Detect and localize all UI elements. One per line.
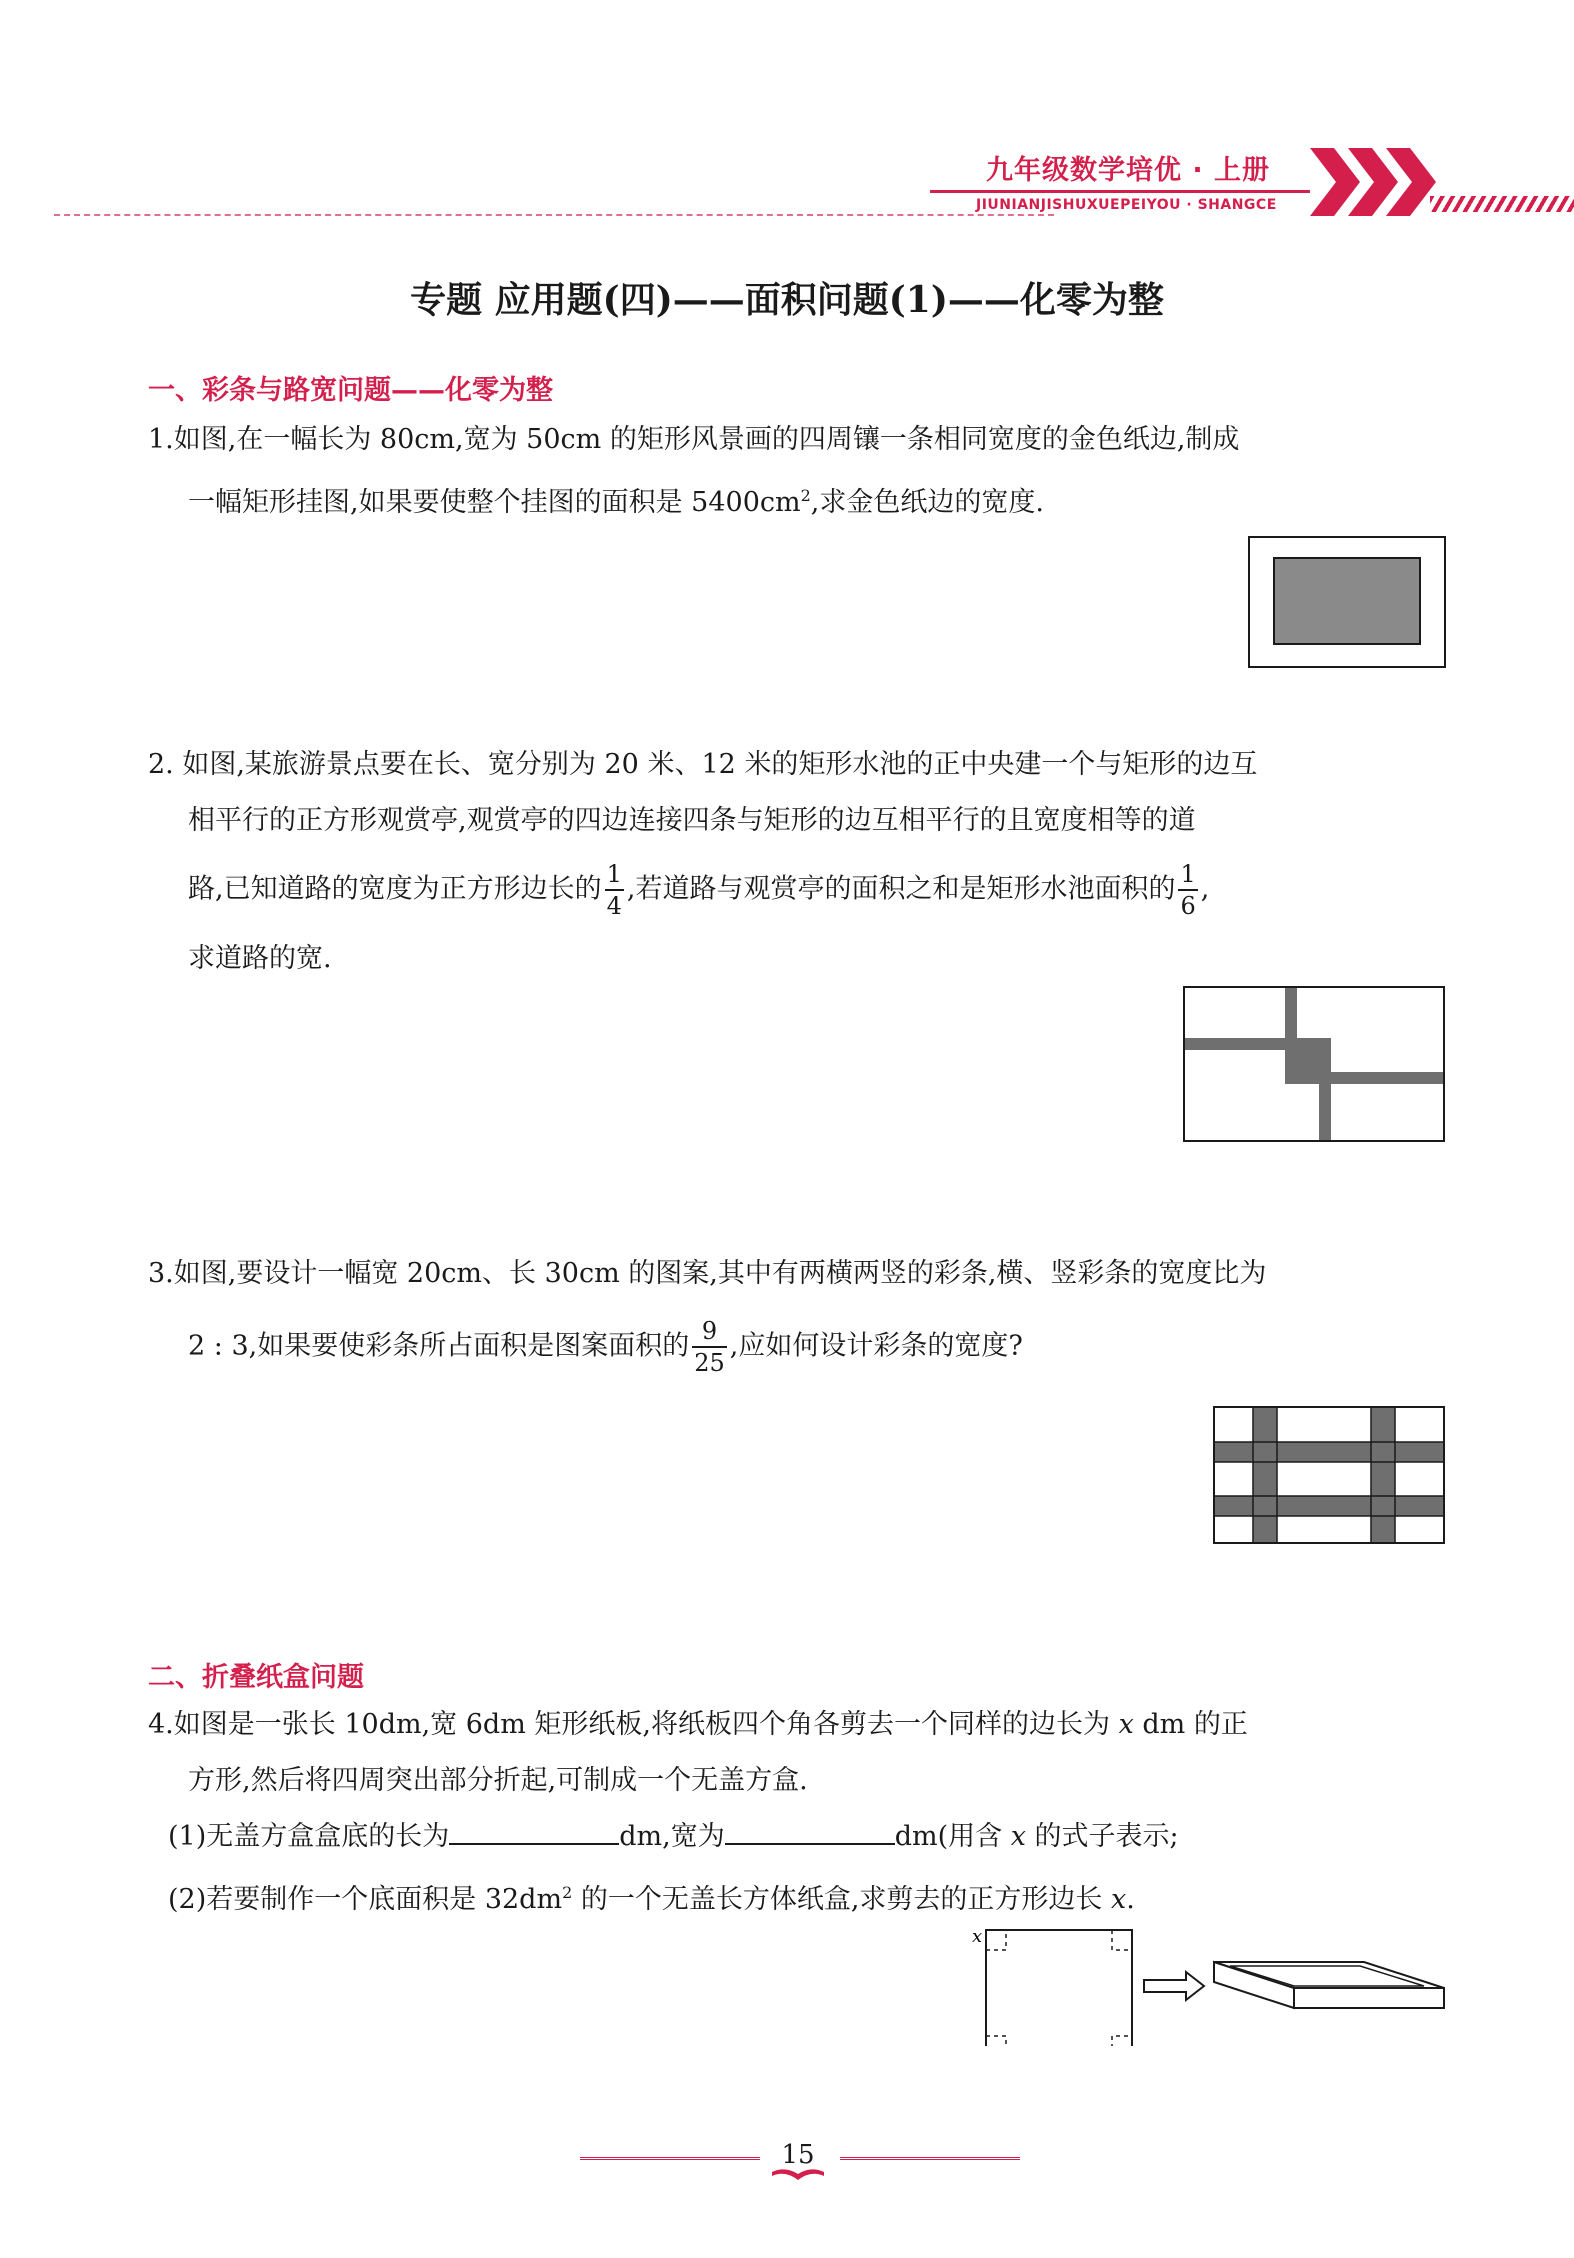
- page-title: 专题 应用题(四)——面积问题(1)——化零为整: [410, 279, 1164, 321]
- q2-line1: 2. 如图,某旅游景点要在长、宽分别为 20 米、12 米的矩形水池的正中央建一个与矩形的边互: [148, 749, 1258, 780]
- q4-figure-x-label: x: [972, 1926, 983, 1947]
- fraction-9-25: $\frac{9}{25}$: [694, 1317, 725, 1377]
- footer-line-left: [580, 2157, 760, 2160]
- section-two-heading: 二、折叠纸盒问题: [148, 1662, 364, 1693]
- section-one-heading: 一、彩条与路宽问题——化零为整: [148, 375, 553, 406]
- q1-line2: 一幅矩形挂图,如果要使整个挂图的面积是 $5400cm^2$,求金色纸边的宽度.: [188, 486, 1044, 518]
- fraction-1-4: $\frac{1}{4}$: [606, 860, 622, 920]
- q2-line4: 求道路的宽.: [188, 943, 332, 974]
- question-4: [148, 1697, 1448, 1928]
- q2-line2: 相平行的正方形观赏亭,观赏亭的四边连接四条与矩形的边互相平行的且宽度相等的道: [188, 805, 1196, 836]
- q1-figure: [1248, 536, 1446, 668]
- chevron-decoration-icon: [1310, 148, 1440, 218]
- q1-line1: 1.如图,在一幅长为 80cm,宽为 50cm 的矩形风景画的四周镶一条相同宽度的金色纸边,制成: [148, 424, 1240, 455]
- q2-line3: 路,已知道路的宽度为正方形边长的 $\frac{1}{4}$ ,若道路与观赏亭的面积之和是矩形水池面积的 $\frac{1}{6}$ ,: [188, 860, 1210, 920]
- q4-sub2: (2)若要制作一个底面积是 $32dm^2$ 的一个无盖长方体纸盒,求剪去的正方形边长 x.: [168, 1883, 1135, 1915]
- q2-figure: [1183, 986, 1445, 1142]
- answer-blank-width[interactable]: [725, 1817, 895, 1845]
- q4-line2: 方形,然后将四周突出部分折起,可制成一个无盖方盒.: [188, 1765, 808, 1796]
- painting-rect: [1274, 558, 1420, 644]
- header-pinyin: JIUNIANJISHUXUEPEIYOU · SHANGCE: [976, 197, 1277, 213]
- footer-line-right: [840, 2157, 1020, 2160]
- header-hatch: [1430, 196, 1574, 212]
- question-3: [148, 1246, 1448, 1378]
- q4-line1: 4.如图是一张长 10dm,宽 6dm 矩形纸板,将纸板四个角各剪去一个同样的边长为 x dm 的正: [148, 1709, 1248, 1740]
- question-2: [148, 737, 1448, 987]
- header-title: 九年级数学培优 · 上册: [986, 155, 1271, 186]
- q3-line1: 3.如图,要设计一幅宽 20cm、长 30cm 的图案,其中有两横两竖的彩条,横、竖彩条的宽度比为: [148, 1258, 1267, 1289]
- arrow-right-icon: [1144, 1972, 1204, 2000]
- book-icon: [770, 2166, 826, 2184]
- page-number: 15: [781, 2140, 815, 2170]
- q3-figure: [1213, 1406, 1445, 1544]
- header-rule: [930, 190, 1310, 193]
- fraction-1-6: $\frac{1}{6}$: [1180, 860, 1196, 920]
- q4-sub1: (1)无盖方盒盒底的长为 dm,宽为 dm(用含 x 的式子表示;: [148, 1809, 1448, 1865]
- answer-blank-length[interactable]: [449, 1817, 619, 1845]
- q3-line2: 2 : 3,如果要使彩条所占面积是图案面积的 $\frac{9}{25}$ ,应如何设计彩条的宽度?: [188, 1317, 1023, 1377]
- question-1: [148, 412, 1448, 531]
- header-dashed-line: [54, 214, 1054, 216]
- q4-figure: [968, 1916, 1448, 2046]
